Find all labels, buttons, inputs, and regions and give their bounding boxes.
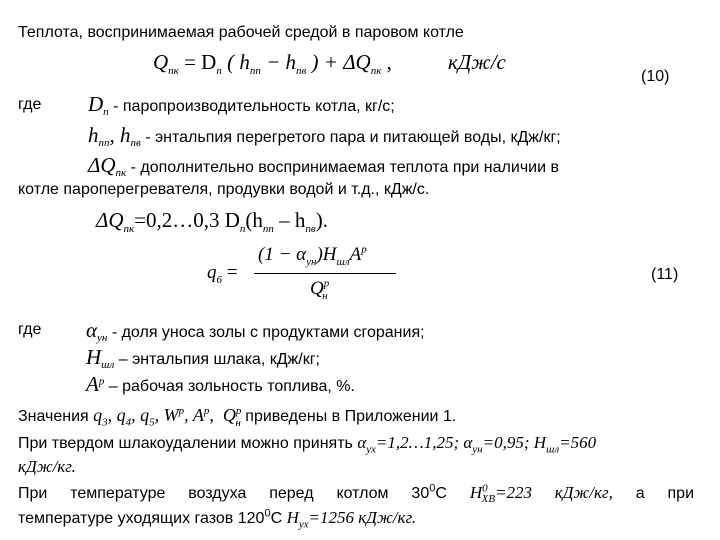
equation-10-unit: кДж/с	[448, 50, 506, 74]
equation-10-number: (10)	[641, 68, 670, 85]
where-label-1: где	[18, 96, 42, 113]
heading-text: Теплота, воспринимаемая рабочей средой в паровом котле	[18, 24, 464, 41]
approx-formula: $\Delta Q_{пк}=0,2\dots 0,3$ $D_п(h_{пп} - h_{пв})$.	[96, 208, 328, 236]
note-slag-removal: При твердом шлакоудалении можно принять $\alpha_{ух}=1,2\dots 1,25$; $\alpha_{ун}=0,95$; $H_{шл}=560$	[18, 433, 597, 456]
fraction-bar	[254, 273, 396, 274]
where-label-2: где	[18, 321, 42, 338]
definition-hshl: $H_{шл}$ – энтальпия шлака, кДж/кг;	[86, 345, 320, 372]
definition-alpha: $\alpha_{ун}$ - доля уноса золы с продуктами сгорания;	[86, 318, 425, 345]
equation-11-number: (11)	[651, 266, 679, 283]
equation-11-denominator: $Q^p_н$	[310, 277, 330, 302]
note-values: Значения $q_3$, $q_4$, $q_5$, $W^p$, $A^p$, $Q^p_н$ приведены в Приложении 1.	[18, 405, 457, 429]
definition-dq-continued: котле пароперегревателя, продувки водой и т.д., кДж/с.	[18, 181, 430, 198]
equation-10: $Q_{пк} = D_п$ ( $h_{пп} - h_{пв}$ ) + $\Delta Q_{пк}$ ,	[153, 50, 392, 78]
definition-ap: $A^p$ – рабочая зольность топлива, %.	[86, 372, 355, 396]
definition-h: $h_{пп}$, $h_{пв}$ - энтальпия перегретого пара и питающей воды, кДж/кг;	[88, 123, 561, 150]
equation-11-numerator: $(1 - \alpha_{ун})H_{шл}A^p$	[258, 243, 367, 268]
note-slag-unit: кДж/кг.	[18, 457, 76, 476]
definition-d: $D_п$ - паропроизводительность котла, кг/с;	[88, 92, 395, 119]
note-air-temperature: При температуре воздуха перед котлом $30^0С$ $H^0_{ХВ}=223$ кДж/кг, а при	[18, 482, 695, 506]
definition-dq: $\Delta Q_{пк}$ - дополнительно воспринимаемая теплота при наличии в	[88, 153, 559, 180]
note-exhaust-temperature: температуре уходящих газов $120^0С$ $H_{ух}=1256$ кДж/кг.	[18, 507, 417, 531]
